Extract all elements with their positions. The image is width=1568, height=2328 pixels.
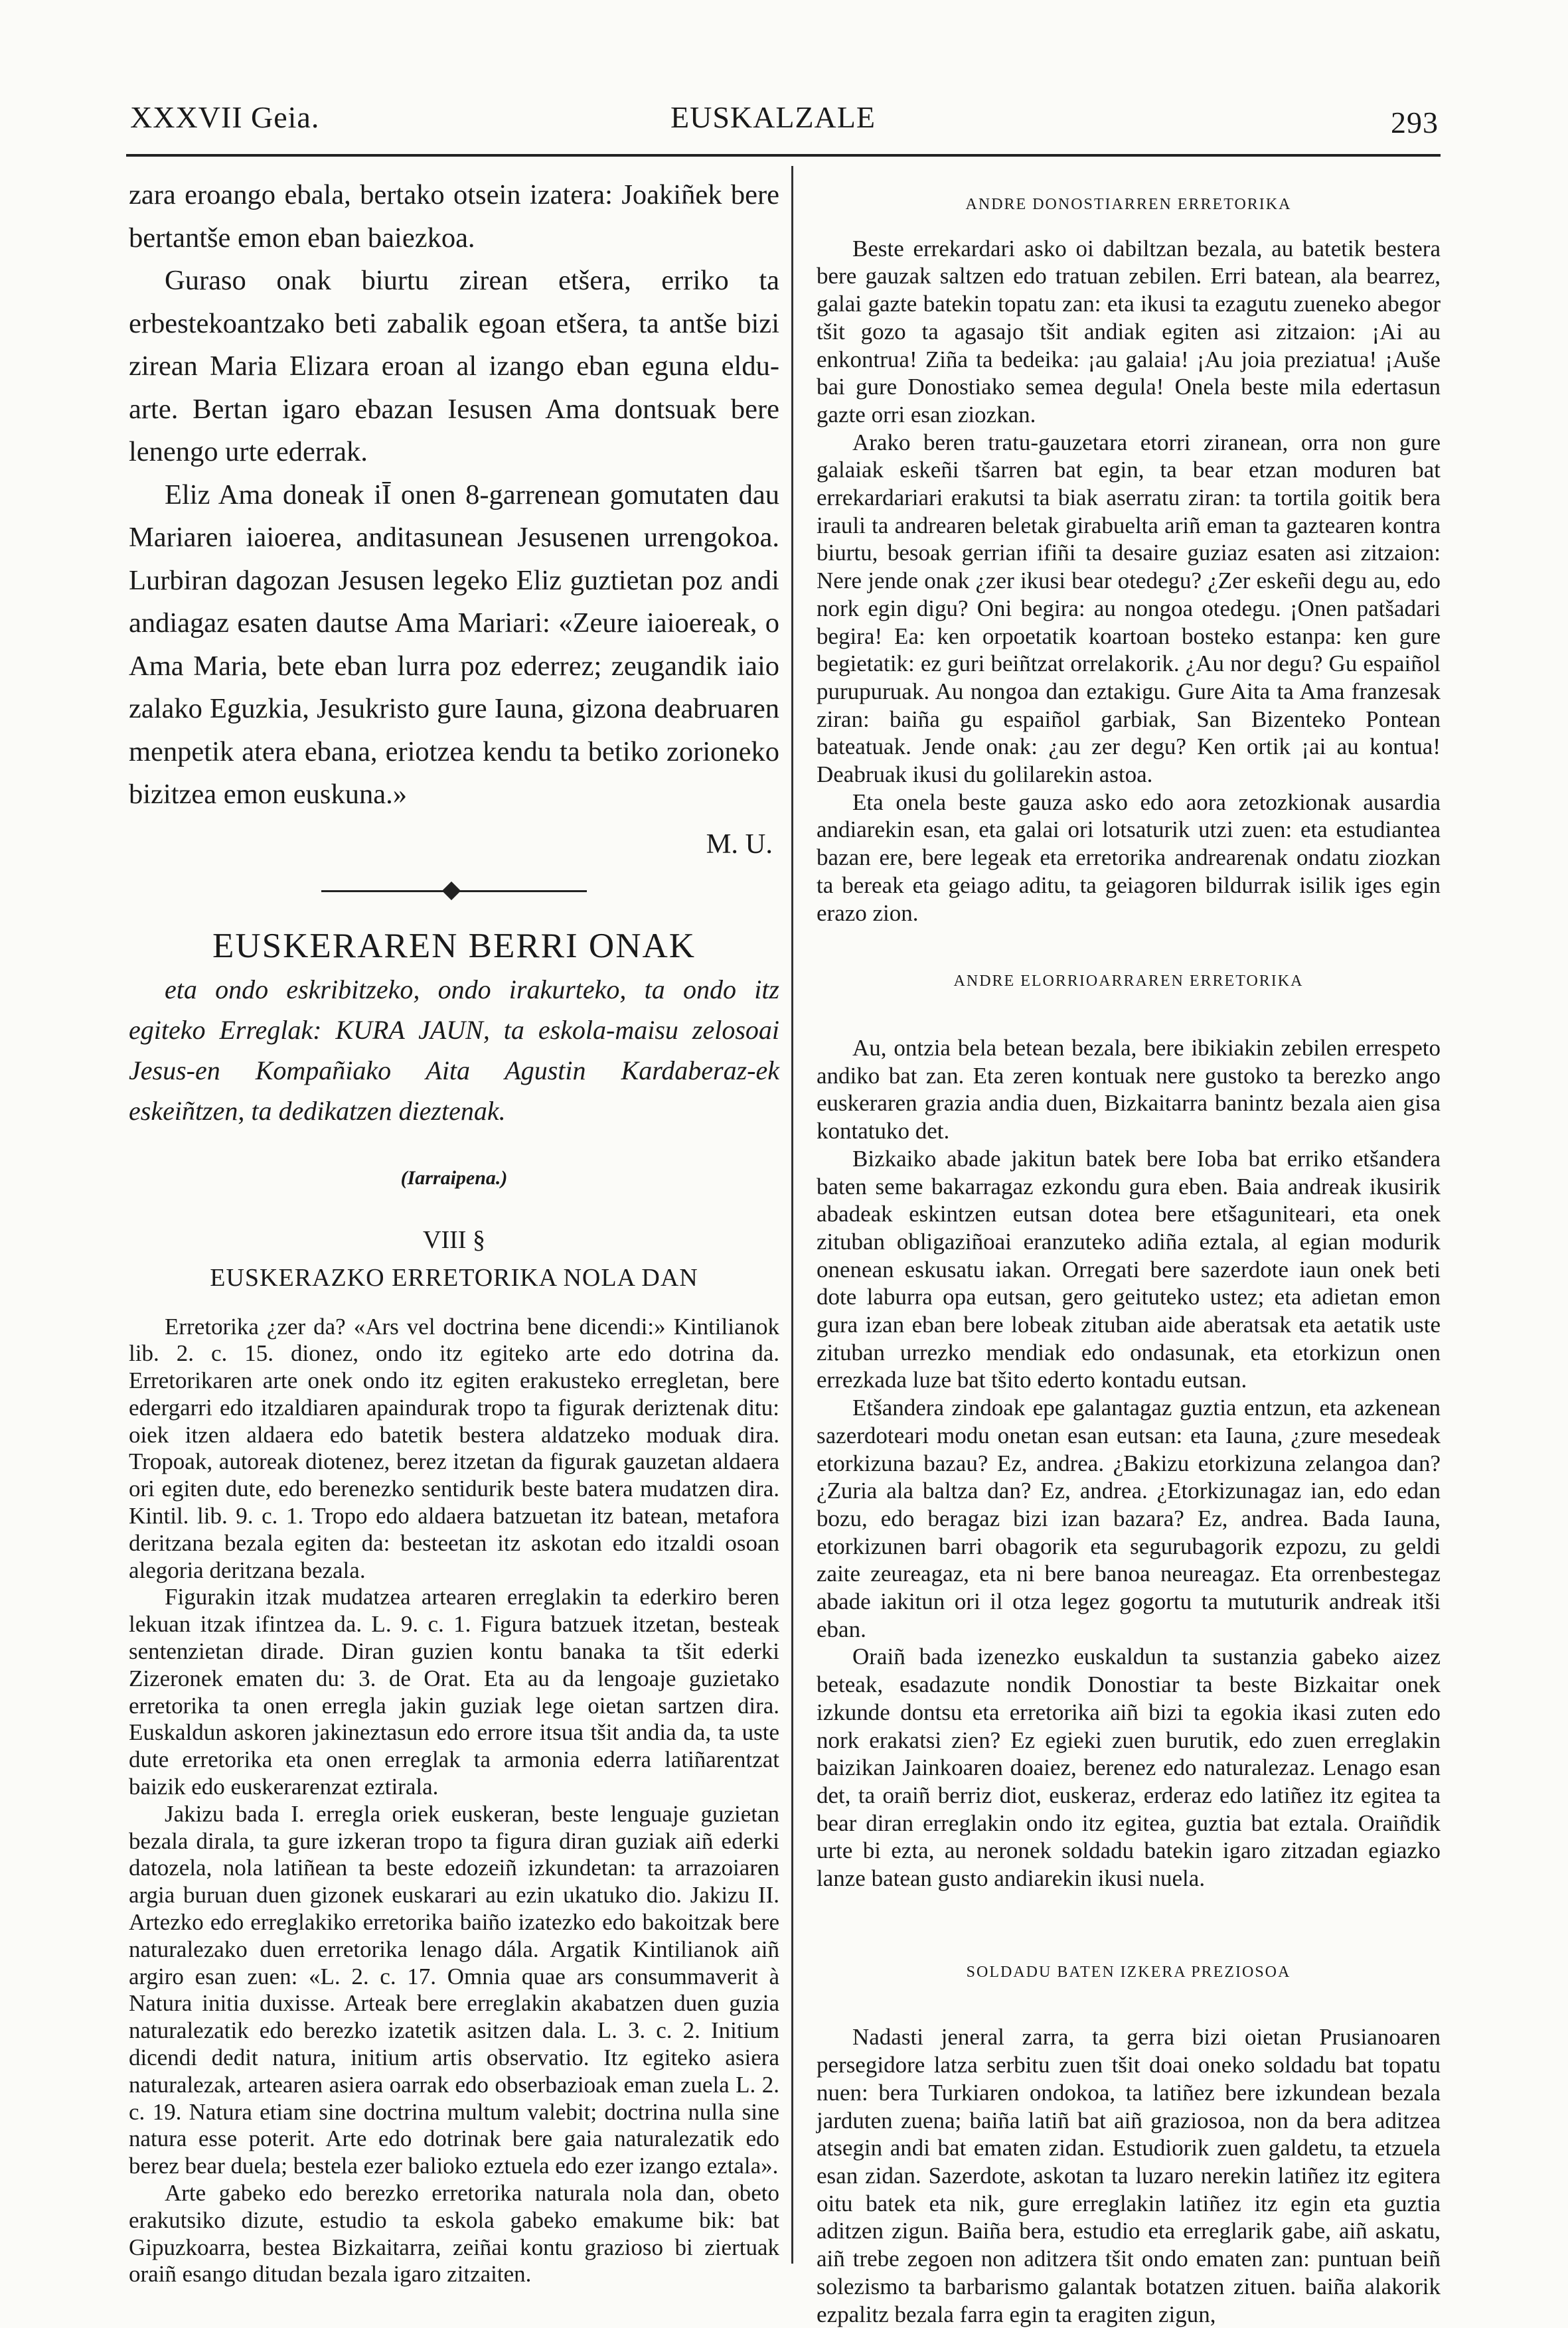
paragraph: Figurakin itzak mudatzea artearen erreglakin ta ederkiro beren lekuan itzak ifintzea da. L. 9. c. 1. Figura batzuek itzetan, besteak sentenzietan dirade. Diran guzien kontu banaka ta tšit ederki Zizeronek ematen du: 3. de Orat. Eta au da lengoaje guzietako erretorika ta onen erregla jakin guziak lege oietan sartzen dira. Euskaldun askoren jakineztasun edo errore itsua tšit andia da, ta uste dute erretorika eta onen erreglak ta armonia ederra latiñarentzat baizik edo euskerarenzat eztirala. [129,1584,779,1800]
header-rule [126,154,1441,157]
ornament-diamond [442,882,461,900]
section-heading: SOLDADU BATEN IZKERA PREZIOSOA [966,1963,1291,1981]
paragraph: zara eroango ebala, bertako otsein izatera: Joakiñek bere bertantše emon eban baiezkoa. [129,179,779,254]
paragraph: Beste errekardari asko oi dabiltzan bezala, au batetik bestera bere gauzak saltzen edo tratuan zebilen. Erri batean, ala bearrez, galai gazte batekin topatu zan: eta ikusi ta ezagutu zueneko abegor tšit gozo ta agasajo tšit andiak egiten asi zitzaion: ¡Ai au enkontrua! Ziña ta bedeika: ¡au galaia! ¡Au joia preziatua! ¡Auše bai gure Donostiako semea degula! Onela beste mila edertasun gazte orri esan ziozkan. [817,235,1441,427]
section-body [129,1314,779,2289]
section-title: EUSKERAZKO ERRETORIKA NOLA DAN [210,1264,698,1292]
continuation-note: (Iarraipena.) [400,1167,508,1189]
page-number: 293 [1391,106,1439,139]
article-subtitle: eta ondo eskribitzeko, ondo irakurteko, ta ondo itz egiteko Erreglak: KURA JAUN, ta eskola-maisu zelosoai Jesus-en Kompañiako Aita Agustin Kardaberaz-ek eskeiñtzen, ta dedikatzen dieztenak. [129,974,779,1126]
left-column [129,174,779,2288]
paragraph: Jakizu bada I. erregla oriek euskeran, beste lenguaje guzietan bezala dirala, ta gure izkeran tropo ta figura diran guziak aiñ ederki datozela, nola latiñean ta beste edozeiñ izkundetan: ta arrazoiaren argia buruan duen gizonek euskarari au ezin ukatuko dio. Jakizu II. Artezko edo erreglakiko erretorika baiño izatezko edo bakoitzak bere naturalezako duen erretorika lenago dála. Argatik Kintilianok aiñ argiro esan zuen: «L. 2. c. 17. Omnia quae ars consummaverit à Natura initia duxisse. Arteak bere erreglakin akabatzen duen guzia naturalezatik edo berezko izatetik asitzen dala. L. 3. c. 2. Initium dicendi dedit natura, initium artis observatio. Itz egiteko asiera naturalezak, artearen asiera oarrak edo obserbazioak eman zuela L. 2. c. 19. Natura etiam sine doctrina multum valebit; doctrina nulla sine natura esse poterit. Arte edo dotrinak bere gaia naturalezatik edo berez bear duela; bestela ezer balioko eztuela edo ezer izango eztala». [129,1800,779,2179]
signature: M. U. [706,828,773,860]
paragraph: Erretorika ¿zer da? «Ars vel doctrina bene dicendi:» Kintilianok lib. 2. c. 15. dionez, ondo itz egiteko arte edo dotrina da. Erretorikaren arte onek ondo itz egiten erakusteko erregletan, bere edergarri edo itzaldiaren apaindurak tropo ta figurak deriztenak ditu: oiek itzen aldaera edo batetik bestera aldatzeko moduak dira. Tropoak, autoreak diotenez, berez itzetan da figurak gauzetan aldaera ori egiten dute, edo berenezko sentidurik beste batera mudatzen dira. Kintil. lib. 9. c. 1. Tropo edo aldaera batzuetan itz batean, metafora deritzana bezala egiten da: besteetan itz askotan edo itzaldi osoan alegoria deritzana bezala. [129,1313,779,1583]
ornament-divider [321,884,587,897]
paragraph: Bizkaiko abade jakitun batek bere Ioba bat erriko etšandera baten seme bakarragaz ezkondu gura eben. Baia andreak ikusirik abadeak eskintzen eutsan dotea bere etšaguniteari, eta onek zituban obligaziñoai eranzuteko adiña eztala, al egian modurik onenean eskusatu iakan. Orregati bere sazerdote iaun onek beti dote laburra opa eutsan, gero geituteko ustez; eta adietan emon gura izan eban bere lobeak zituban aide aberatsak eta aetatik uste zituban urrezko mendiak edo ondasunak, eta etorkizun onen errezkada luze bat tšito ederto kontadu eutsan. [817,1145,1441,1393]
article-title: EUSKERAREN BERRI ONAK [212,927,696,965]
running-header-left: XXXVII Geia. [130,100,320,134]
section-heading: ANDRE ELORRIOARRAREN ERRETORIKA [953,972,1304,990]
right-column [817,191,1441,2328]
intro-text [129,174,779,866]
paragraph: Arte gabeko edo berezko erretorika naturala nola dan, obeto erakutsiko dizute, estudio ta eskola gabeko emakume bik: bat Gipuzkoarra, bestea Bizkaitarra, zeiñai kontu grazioso bi ziertuak oraiñ esango ditudan bezala igaro zitzaiten. [129,2180,779,2288]
paragraph: Guraso onak biurtu zirean etšera, erriko ta erbestekoantzako beti zabalik egoan etšera, ta antše bizi zirean Maria Elizara eroan al izango eban eguna eldu-arte. Bertan igaro ebazan Iesusen Ama dontsuak bere lenengo urte ederrak. [129,265,779,467]
column-divider [791,166,793,2264]
paragraph: Arako beren tratu-gauzetara etorri ziranean, orra non gure galaiak eskeñi tšarren bat egin, ta bear etzan moduren bat errekardariari erakutsi ta biak aserratu ziran: ta tortila goitik bera irauli ta andrearen beletak girabuelta ariñ eman ta gaztearen kontra biurtu, besoak gerrian ifiñi ta desaire guziaz esaten asi zitzaion: Nere jende onak ¿zer ikusi bear otedegu? ¿Zer eskeñi degu au, edo nork egin digu? Oni begira: au nongoa otedegu. ¡Onen patšadari begira! Ea: ken orpoetatik koartoan bosteko estanpa: ken gure begietatik: ez guri beiñtzat orrelakorik. ¿Au nor degu? Gu espaiñol purupuruak. Au nongoa dan eztakigu. Gure Aita ta Ama franzesak ziran: baiña gu espaiñol garbiak, San Bizenteko Pontean bateatuak. Jende onak: ¿au zer degu? Ken ortik ¡ai au kontua! Deabruak ikusi du golilarekin astoa. [817,429,1441,788]
paragraph: Etšandera zindoak epe galantagaz guztia entzun, eta azkenean sazerdoteari modu onetan esan eutsan: eta Iauna, ¿zure mesedeak etorkizuna bazau? Ez, andrea. ¿Bakizu etorkizuna zelangoa dan? ¿Zuria ala baltza dan? Ez, andrea. ¿Etorkizunagaz ian, edo edan bozu, edo beragaz bizi izan bazara? Ez, andrea. Bada Iauna, etorkizunen barri obagorik eta segurubagorik ezpozu, zu geldi zaite zeureagaz, eta ni bere banoa neureagaz. Eta orrenbestegaz abade iakitun ori il otza legez gogortu ta mututurik andreak itši eban. [817,1395,1441,1642]
paragraph: Oraiñ bada izenezko euskaldun ta sustanzia gabeko aizez beteak, esadazute nondik Donostiar ta beste Bizkaitar onek izkunde dontsu eta erretorika aiñ bizi ta egokia ikasi zuten edo nork erakatsi zien? Ez egieki zuen burutik, edo zuen erreglakin baizikan Jainkoaren doaiez, berenez edo naturalezaz. Lenago esan det, ta oraiñ berriz diot, euskeraz, erderaz edo latiñez itz egitea ta bear diran erreglakin ondo itz egitea, guztia bat eztala. Oraiñdik urte bi ezta, au neronek soldadu batekin igaro zitzadan egiazko lanze batean gusto andiarekin ikusi nuela. [817,1644,1441,1892]
paragraph: Nadasti jeneral zarra, ta gerra bizi oietan Prusianoaren persegidore latza serbitu zuen tšit doai oneko soldadu bat topatu nuen: bera Turkiaren ondokoa, ta latiñez bere izkundean bezala jarduten zuena; baiña latiñ bat aiñ graziosoa, non da bera aditzea atsegin andi bat ematen zidan. Estudiorik zuen galdetu, ta etzuela esan zidan. Sazerdote, askotan ta luzaro nerekin latiñez itz egitera oitu batek eta nik, gure erreglakin latiñez itz egin eta guztia aditzen zigun. Baiña bera, estudio eta erreglarik gabe, aiñ askatu, aiñ trebe zegoen non aditzera tšit ondo ematen zan: puntuan beiñ solezismo ta barbarismo galantak botatzen zituen. baiña alakorik ezpalitz bezala farra egin ta eragiten zigun, [817,2024,1441,2327]
section-number: VIII § [423,1225,485,1254]
paragraph: Eliz Ama doneak iĪ onen 8-garrenean gomutaten dau Mariaren iaioerea, anditasunean Jesusenen urrengokoa. Lurbiran dagozan Jesusen legeko Eliz guztietan poz andi andiagaz esaten dautse Ama Mariari: «Zeure iaioereak, o Ama Maria, bete eban lurra poz ederrez; zeugandik iaio zalako Eguzkia, Jesukristo gure Iauna, gizona deabruaren menpetik atera ebana, eriotzea kendu ta betiko zorioneko bizitzea emon euskuna.» [129,479,779,810]
running-header-title: EUSKALZALE [670,100,876,134]
paragraph: Au, ontzia bela betean bezala, bere ibikiakin zebilen errespeto andiko bat zan. Eta zeren kontuak nere gustoko ta berezko ango euskeraren grazia andia duen, Bizkaitarra banintz bezala aien gisa kontatuko det. [817,1034,1441,1144]
section-heading: ANDRE DONOSTIARREN ERRETORIKA [965,196,1292,213]
paragraph: Eta onela beste gauza asko edo aora zetozkionak ausardia andiarekin esan, eta galai ori lotsaturik utzi zuen: eta estudiantea bazan ere, bere legeak eta erretorika andrearenak ondatu ziozkan ta bereak eta geiago aditu, ta geiagoren bildurrak isilik iges egin erazo zion. [817,789,1441,926]
